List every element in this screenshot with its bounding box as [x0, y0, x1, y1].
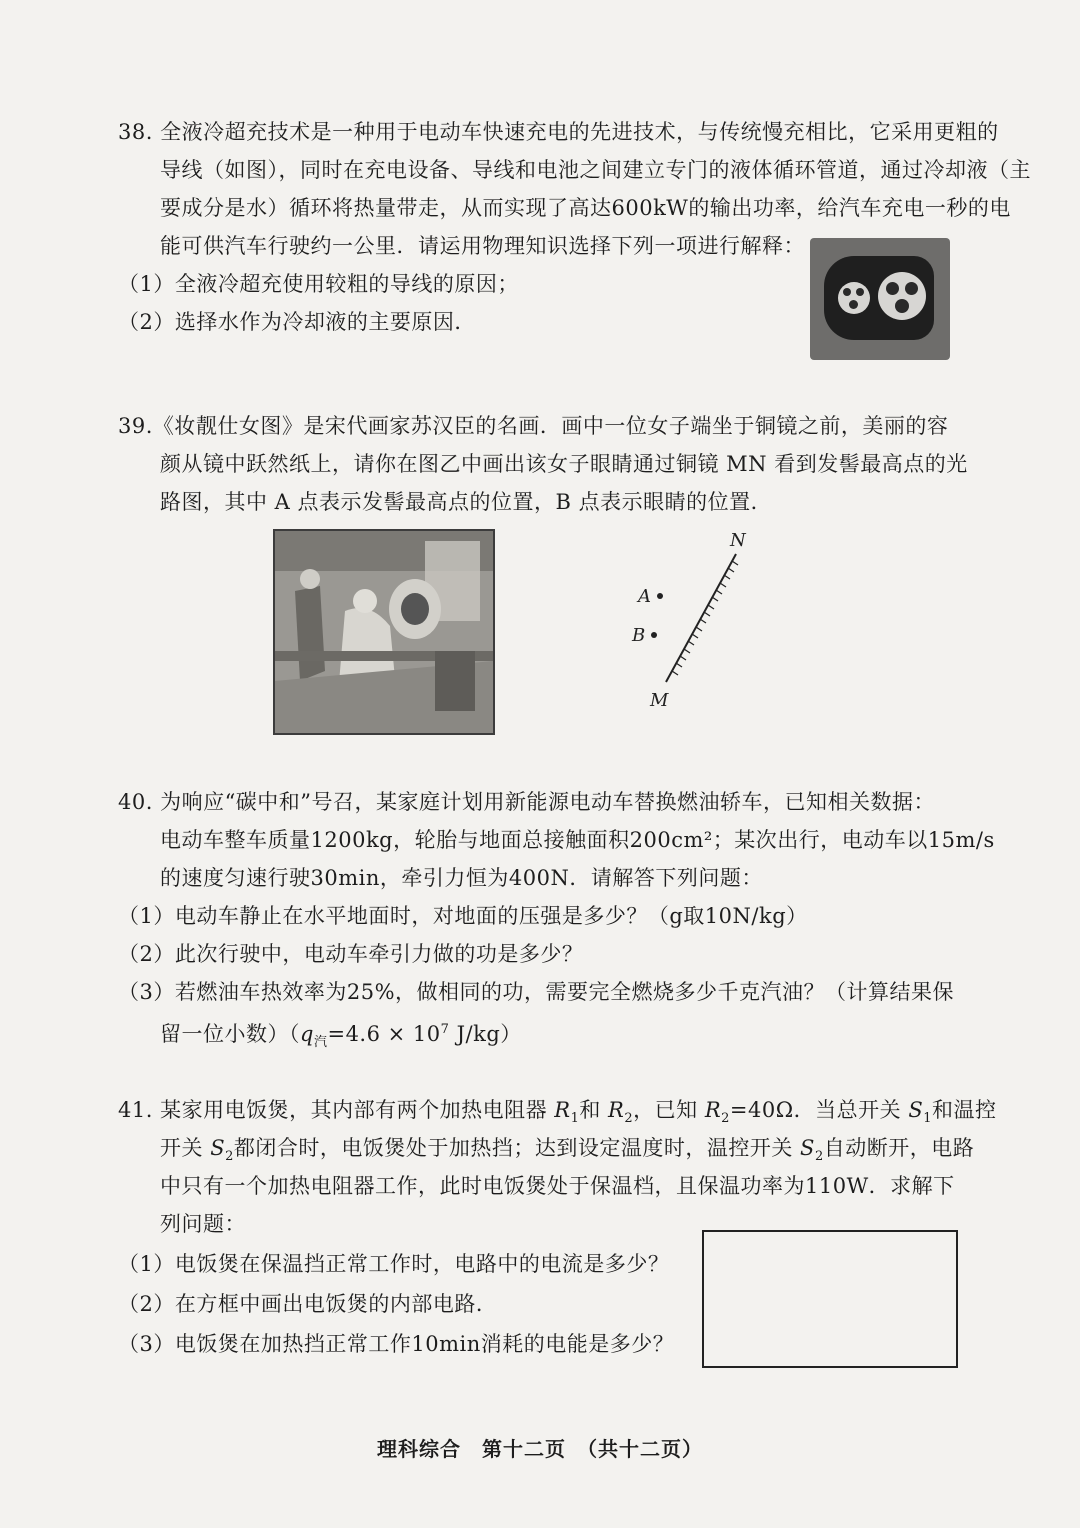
charger-plug-large — [878, 272, 926, 320]
charger-plug-small — [838, 282, 870, 314]
q40-sub-3: （3）若燃油车热效率为25%，做相同的功，需要完全燃烧多少千克汽油？（计算结果保 — [118, 980, 955, 1004]
q40-line-1: 40. 为响应“碳中和”号召，某家庭计划用新能源电动车替换燃油轿车，已知相关数据： — [118, 790, 936, 814]
label-M: M — [650, 690, 669, 711]
q39-line-1: 39.《妆靓仕女图》是宋代画家苏汉臣的名画．画中一位女子端坐于铜镜之前，美丽的容 — [118, 414, 949, 438]
q40-line-2: 电动车整车质量1200kg，轮胎与地面总接触面积200cm²；某次出行，电动车以15m/s — [160, 828, 995, 852]
q41-line-3: 中只有一个加热电阻器工作，此时电饭煲处于保温档，且保温功率为110W．求解下 — [160, 1174, 955, 1198]
q41-line-1: 41. 某家用电饭煲，其内部有两个加热电阻器 $R_1$和 $R_2$，已知 $R_2=40\Omega$．当总开关 $S_1$和温控 — [118, 1098, 997, 1127]
charger-port-photo — [810, 238, 950, 360]
q41-sub-1: （1）电饭煲在保温挡正常工作时，电路中的电流是多少？ — [118, 1252, 670, 1276]
q40-sub-3-cont: 留一位小数）（$q_汽=4.6 \times 10^7$ J/kg） — [160, 1022, 522, 1051]
label-A: A — [638, 586, 651, 607]
circuit-drawing-box[interactable] — [702, 1230, 958, 1368]
q40-sub-1: （1）电动车静止在水平地面时，对地面的压强是多少？（g取10N/kg） — [118, 904, 808, 928]
point-B — [651, 632, 657, 638]
q38-sub-2: （2）选择水作为冷却液的主要原因． — [118, 310, 476, 334]
q40-sub-2: （2）此次行驶中，电动车牵引力做的功是多少？ — [118, 942, 584, 966]
q39-line-2: 颜从镜中跃然纸上，请你在图乙中画出该女子眼睛通过铜镜 MN 看到发髻最高点的光 — [160, 452, 968, 476]
label-B: B — [632, 625, 646, 646]
q41-line-2: 开关 $S_2$都闭合时，电饭煲处于加热挡；达到设定温度时，温控开关 $S_2$自动断开，电路 — [160, 1136, 975, 1165]
q38-line-2: 导线（如图），同时在充电设备、导线和电池之间建立专门的液体循环管道，通过冷却液（主 — [160, 158, 1031, 182]
q41-sub-2: （2）在方框中画出电饭煲的内部电路． — [118, 1292, 498, 1316]
q39-line-3: 路图，其中 A 点表示发髻最高点的位置，B 点表示眼睛的位置． — [160, 490, 773, 514]
point-A — [657, 593, 663, 599]
q41-line-4: 列问题： — [160, 1212, 246, 1236]
q38-sub-1: （1）全液冷超充使用较粗的导线的原因； — [118, 272, 519, 296]
charger-panel — [824, 256, 934, 340]
q38-line-3: 要成分是水）循环将热量带走，从而实现了高达600kW的输出功率，给汽车充电一秒的电 — [160, 196, 1011, 220]
mirror-ray-diagram — [620, 526, 760, 712]
q38-line-1: 38. 全液冷超充技术是一种用于电动车快速充电的先进技术，与传统慢充相比，它采用更粗的 — [118, 120, 999, 144]
label-N: N — [730, 530, 746, 551]
q38-line-4: 能可供汽车行驶约一公里．请运用物理知识选择下列一项进行解释： — [160, 234, 805, 258]
painting-sketch — [275, 531, 493, 733]
mirror-svg — [620, 526, 760, 712]
painting-image — [273, 529, 495, 735]
q40-line-3: 的速度匀速行驶30min，牵引力恒为400N．请解答下列问题： — [160, 866, 763, 890]
q41-sub-3: （3）电饭煲在加热挡正常工作10min消耗的电能是多少？ — [118, 1332, 675, 1356]
page-footer: 理科综合 第十二页 （共十二页） — [377, 1437, 703, 1461]
